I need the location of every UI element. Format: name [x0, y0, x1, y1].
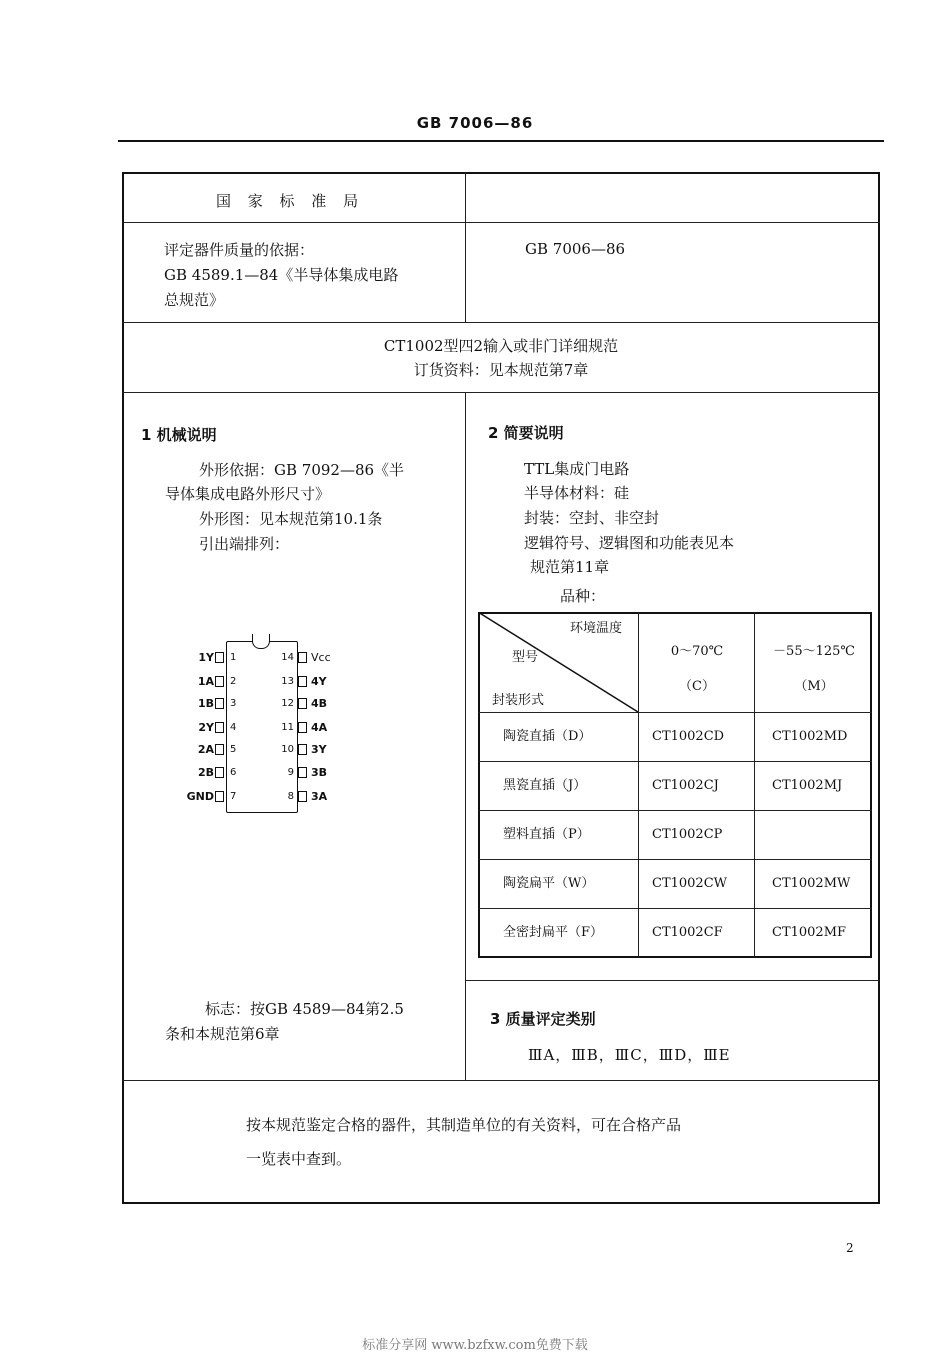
col-range: －55～125℃: [773, 644, 855, 659]
section-3-heading: 3 质量评定类别: [490, 1010, 596, 1028]
table-row-line: [478, 761, 872, 762]
sec2-line: 半导体材料：硅: [524, 484, 630, 502]
col-range: 0～70℃: [670, 644, 724, 659]
note-line: 按本规范鉴定合格的器件，其制造单位的有关资料，可在合格产品: [246, 1116, 682, 1134]
pin-pad: [298, 744, 307, 755]
row-package: 塑料直插（P）: [503, 827, 590, 842]
pin-number: 6: [230, 767, 237, 778]
column-divider: [465, 172, 466, 322]
table-row-line: [478, 810, 872, 811]
pin-pad: [298, 722, 307, 733]
pin-pad: [215, 791, 224, 802]
col-code: （M）: [794, 679, 834, 694]
table-col-line: [754, 612, 755, 958]
pin-number: 8: [287, 791, 294, 802]
pin-number: 5: [230, 744, 237, 755]
sec1-line: 外形依据：GB 7092—86《半: [199, 461, 405, 479]
pin-label: 3B: [311, 766, 328, 779]
sec1-line: 外形图：见本规范第10.1条: [199, 510, 383, 528]
page-number: 2: [846, 1241, 854, 1255]
pin-number: 9: [287, 767, 294, 778]
row-package: 全密封扁平（F）: [503, 925, 604, 940]
row-package: 陶瓷扁平（W）: [503, 876, 595, 891]
standard-number: GB 7006—86: [525, 240, 626, 258]
divider: [122, 1080, 880, 1081]
pin-label: 3A: [311, 790, 328, 803]
pin-pad: [298, 652, 307, 663]
spec-title: CT1002型四2输入或非门详细规范: [383, 337, 619, 355]
row-c-model: CT1002CP: [652, 827, 723, 842]
sec1-line: 引出端排列：: [199, 535, 290, 553]
pin-number: 7: [230, 791, 237, 802]
corner-model: 型号: [512, 650, 539, 665]
pin-pad: [215, 698, 224, 709]
pin-number: 3: [230, 698, 237, 709]
divider: [466, 980, 880, 981]
pin-number: 14: [281, 652, 294, 663]
row-m-model: CT1002MD: [772, 729, 848, 744]
pin-label: 1Y: [198, 651, 214, 664]
pin-label: 3Y: [311, 743, 327, 756]
header-standard-number: GB 7006—86: [416, 114, 534, 132]
row-m-model: CT1002MW: [772, 876, 851, 891]
pin-label: 1A: [197, 675, 214, 688]
pin-label: 1B: [197, 697, 214, 710]
pin-number: 2: [230, 676, 237, 687]
sec1-line: 导体集成电路外形尺寸》: [165, 485, 331, 503]
row-package: 陶瓷直插（D）: [503, 729, 592, 744]
bureau-name: 国 家 标 准 局: [216, 192, 365, 210]
marking-line: 标志：按GB 4589—84第2.5: [205, 1000, 404, 1018]
corner-package: 封装形式: [492, 693, 545, 708]
pin-pad: [298, 767, 307, 778]
pin-number: 4: [230, 722, 237, 733]
sec2-line: 逻辑符号、逻辑图和功能表见本: [524, 534, 735, 552]
sec2-line: TTL集成门电路: [524, 460, 630, 478]
pin-pad: [298, 791, 307, 802]
table-row-line: [478, 859, 872, 860]
pin-number: 11: [281, 722, 294, 733]
pin-label: 2A: [197, 743, 214, 756]
quality-classes: ⅢA，ⅢB，ⅢC，ⅢD，ⅢE: [528, 1046, 731, 1064]
pin-number: 12: [281, 698, 294, 709]
row-c-model: CT1002CJ: [652, 778, 719, 793]
variants-label: 品种：: [560, 587, 606, 605]
pin-label: 4Y: [311, 675, 327, 688]
footer-watermark: 标准分享网 www.bzfxw.com免费下载: [362, 1338, 588, 1353]
col-code: （C）: [679, 679, 715, 694]
pin-number: 13: [281, 676, 294, 687]
column-divider: [465, 392, 466, 1080]
pin-pad: [215, 676, 224, 687]
pin-label: 4A: [311, 721, 328, 734]
pin-label: GND: [186, 790, 214, 803]
basis-line: 评定器件质量的依据：: [164, 241, 315, 259]
pin-label: Vcc: [311, 651, 331, 664]
pin-pad: [215, 722, 224, 733]
pin-label: 2B: [197, 766, 214, 779]
pin-pad: [215, 767, 224, 778]
section-1-heading: 1 机械说明: [141, 426, 217, 444]
divider: [122, 392, 880, 393]
chip-notch: [252, 634, 270, 649]
row-c-model: CT1002CF: [652, 925, 723, 940]
sec2-line: 封装：空封、非空封: [524, 509, 660, 527]
order-info: 订货资料：见本规范第7章: [413, 361, 589, 379]
pin-pad: [298, 698, 307, 709]
pin-pad: [215, 652, 224, 663]
divider: [122, 322, 880, 323]
table-row-line: [478, 908, 872, 909]
row-package: 黑瓷直插（J）: [503, 778, 587, 793]
pin-label: 4B: [311, 697, 328, 710]
basis-line: GB 4589.1—84《半导体集成电路: [164, 266, 399, 284]
pin-pad: [215, 744, 224, 755]
sec2-line: 规范第11章: [530, 558, 610, 576]
corner-temp: 环境温度: [570, 621, 623, 636]
marking-line: 条和本规范第6章: [165, 1025, 280, 1043]
row-m-model: CT1002MJ: [772, 778, 843, 793]
header-rule: [118, 140, 884, 142]
row-m-model: CT1002MF: [772, 925, 847, 940]
pin-number: 10: [281, 744, 294, 755]
basis-line: 总规范》: [164, 291, 225, 309]
section-2-heading: 2 简要说明: [488, 424, 564, 442]
divider: [122, 222, 880, 223]
pin-label: 2Y: [198, 721, 214, 734]
row-c-model: CT1002CW: [652, 876, 728, 891]
note-line: 一览表中查到。: [246, 1150, 352, 1168]
row-c-model: CT1002CD: [652, 729, 725, 744]
pin-number: 1: [230, 652, 237, 663]
pin-pad: [298, 676, 307, 687]
